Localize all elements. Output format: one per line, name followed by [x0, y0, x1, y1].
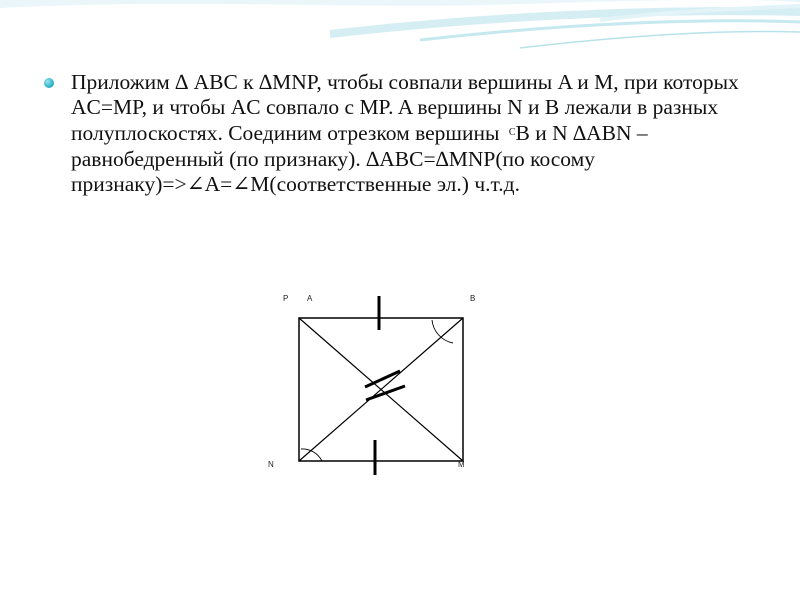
tick-center-1 [365, 371, 400, 387]
label-m: M [458, 460, 465, 469]
label-a: A [307, 294, 313, 303]
text-part-3: A= [204, 171, 233, 196]
label-b: B [470, 294, 476, 303]
label-p: P [283, 294, 289, 303]
text-part-2: B и N ∆ABN – равнобедренный (по признаку). ∆ABC=∆MNP(по косому признаку)=> [71, 121, 648, 196]
tick-center-2 [366, 386, 405, 400]
text-part-4: M(соответственные эл.) ч.т.д. [250, 171, 520, 196]
angle-symbol-1: ∠ [186, 171, 205, 196]
label-n: N [268, 460, 274, 469]
angle-symbol-2: ∠ [232, 171, 251, 196]
text-part-1: Приложим ∆ ABC к ∆MNP, чтобы совпали вершины A и M, при которых AC=MP, и чтобы AC совпало с MP. A вершины N и B лежали в разных полуплоскостях. Соединим отрезком вершины [71, 70, 739, 146]
c-mark: C [508, 127, 516, 139]
angle-arc-b [432, 320, 453, 343]
angle-arc-n [301, 449, 322, 461]
